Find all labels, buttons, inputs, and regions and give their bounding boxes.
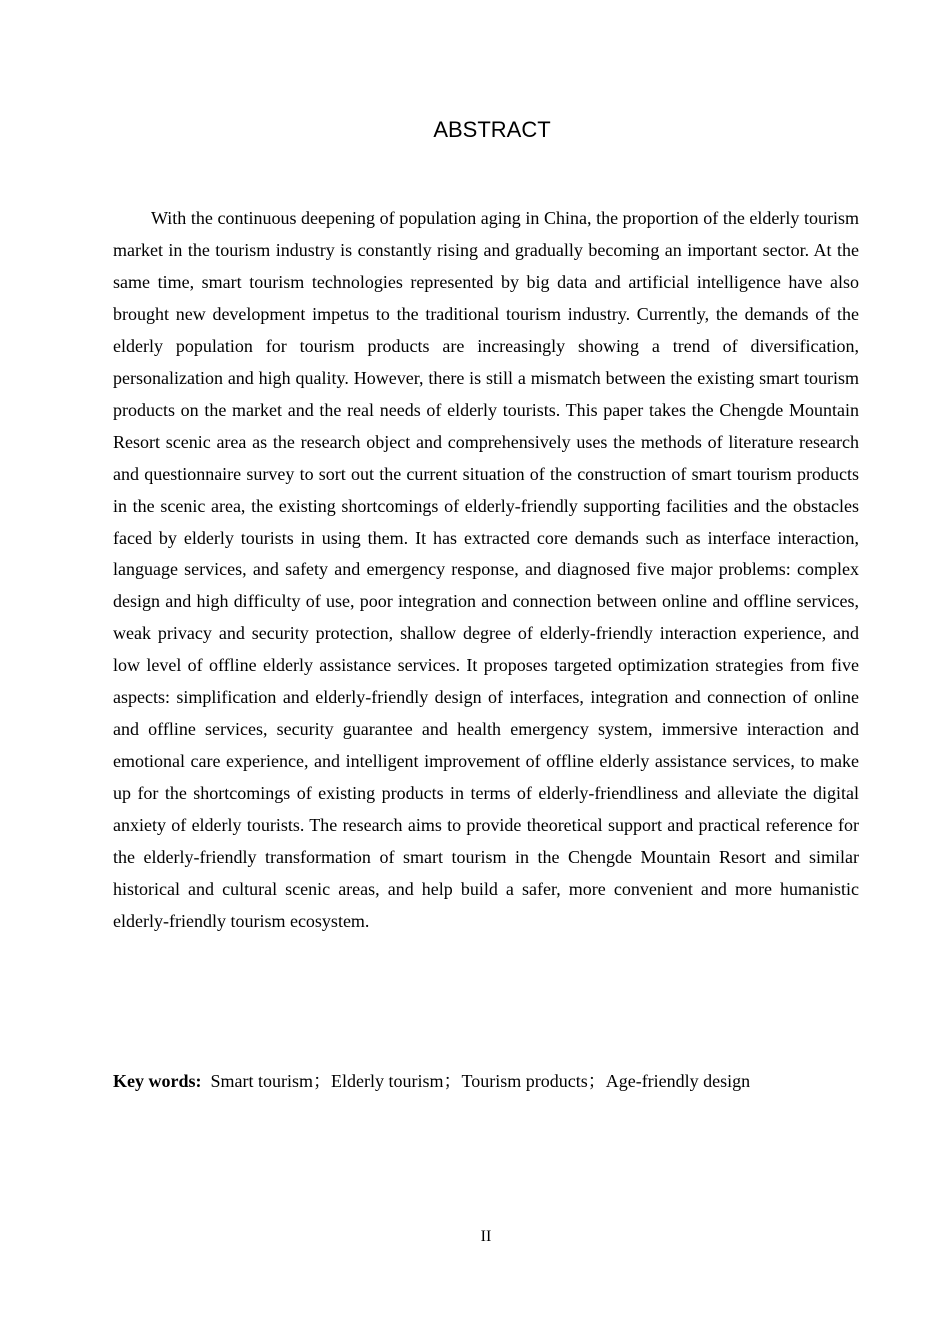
keywords-text: Smart tourism；Elderly tourism；Tourism products；Age-friendly design [210, 1071, 751, 1091]
keywords-line [113, 1065, 859, 1097]
page-number: II [480, 1228, 492, 1245]
abstract-title: ABSTRACT [433, 117, 551, 142]
keywords-label: Key words: [113, 1071, 202, 1091]
abstract-paragraph: With the continuous deepening of population aging in China, the proportion of the elderly tourism market in the tourism industry is constantly rising and gradually becoming an important sector. At the same time, smart tourism technologies represented by big data and artificial intelligence have also brought new development impetus to the traditional tourism industry. Currently, the demands of the elderly population for tourism products are increasingly showing a trend of diversification, personalization and high quality. However, there is still a mismatch between the existing smart tourism products on the market and the real needs of elderly tourists. This paper takes the Chengde Mountain Resort scenic area as the research object and comprehensively uses the methods of literature research and questionnaire survey to sort out the current situation of the construction of smart tourism products in the scenic area, the existing shortcomings of elderly-friendly supporting facilities and the obstacles faced by elderly tourists in using them. It has extracted core demands such as interface interaction, language services, and safety and emergency response, and diagnosed five major problems: complex design and high difficulty of use, poor integration and connection between online and offline services, weak privacy and security protection, shallow degree of elderly-friendly interaction experience, and low level of offline elderly assistance services. It proposes targeted optimization strategies from five aspects: simplification and elderly-friendly design of interfaces, integration and connection of online and offline services, security guarantee and health emergency system, immersive interaction and emotional care experience, and intelligent improvement of offline elderly assistance services, to make up for the shortcomings of existing products in terms of elderly-friendliness and alleviate the digital anxiety of elderly tourists. The research aims to provide theoretical support and practical reference for the elderly-friendly transformation of smart tourism in the Chengde Mountain Resort and similar historical and cultural scenic areas, and help build a safer, more convenient and more humanistic elderly-friendly tourism ecosystem. [113, 208, 859, 931]
